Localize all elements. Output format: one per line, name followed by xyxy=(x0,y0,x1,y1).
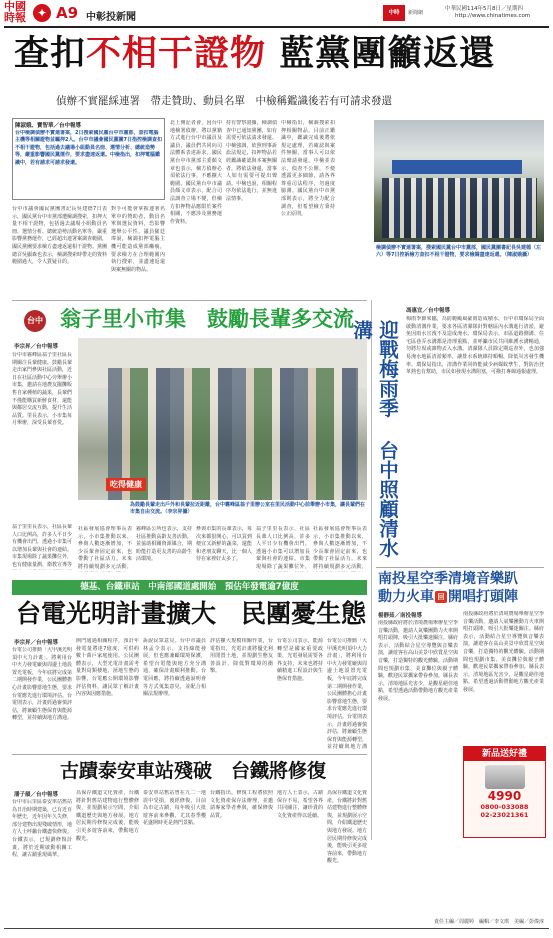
taipower-headline: 台電光明計畫擴大 民團憂生態 xyxy=(16,599,367,628)
lead-summary-box xyxy=(12,118,165,200)
station-divider xyxy=(12,754,367,755)
lead-col4: 持有警察證據，檢調偵查中已通知黨團，如有需要可依法請求發還。中檢強調，依照刑事訴訟法規定，扣押物品若經鑑識確認與本案無關者，將依法發還，當事人如有需要可提出聲請。中檢也說，相關程序均依法進行，並無違法情事。 xyxy=(226,120,277,202)
lead-col3: 北上開記者會，因台中地檢署偵辦，將以黨籍方式進行台中市議員及議員，議員們共同向司法體系表達訴求。國民黨台中市黨部主委顏文章也表示，檢方偵辦必須依法行事，不應擴大範圍。國民黨台中市議員顏文章表示，配合司法調查立場不變，但檢方扣押物品應限於案件相關，不應涉及黨務運作資料。 xyxy=(170,120,222,225)
website[interactable]: http://www.chinatimes.com xyxy=(455,13,531,19)
market-col3: 霧峰區公所也表示，支持社區推動高齡友善活動，並協助相關資源媒合，期盼能打造更友善的高齡生活環境。 xyxy=(136,526,192,563)
ad-phone2: 02-23021361 xyxy=(480,811,529,819)
lead-photo xyxy=(374,120,544,242)
sidebar-divider xyxy=(376,567,544,568)
badge-sub: 新聞網 xyxy=(408,10,424,16)
market-photo xyxy=(78,338,367,500)
lead-col5: 中檢指出，檢調搜索扣押相關物品，目前正鑑識中，鑑識完成後將依規定處理，若確認與案件無關，當事人可以依法聲請發還。中檢並表示，偵查不公開，不便透露更多細節，請各界尊重司法程序，勿過度臆測。國民黨台中市黨部則表示，將全力配合調查，但希望檢方秉持公正原則。 xyxy=(281,120,335,218)
station-headline: 古蹟泰安車站殘破 台鐵將修復 xyxy=(60,760,327,782)
market-photo-badge: 吃得健康 xyxy=(106,478,146,491)
ad-title: 新品送好禮 xyxy=(464,747,545,761)
market-tag: 台中 xyxy=(24,310,46,332)
people-in-photo xyxy=(382,178,537,238)
taipower-col1: 台電公司推動「大甲溪光明頂中大力計畫」，將利用台中火力發電廠與周邊土地設置光電板，今年底將完成第二期開發作業，公民團體擔心計畫影響當地生態，要求台電應先進行環境評估。台電則表示，計畫經過審慎評估，將兼顧生態保育與能源轉型，並持續與地方溝通。 xyxy=(12,647,72,722)
ad-product-image xyxy=(485,765,525,789)
market-col1: 台中市霧峰區翁子里社區長期關注長輩健康，鼓勵長輩走出家門參與社區活動，近日在社區活動中心旁舉辦小市集，邀請在地農友擺攤販售自家種植的蔬果，長輩們不僅能購買新鮮食材，還能與鄰居交流互動，提升生活品質。里長表示，小市集每月舉辦，深受長輩喜愛。 xyxy=(12,352,72,427)
station-byline: 潘子韻／台中報導 xyxy=(14,792,59,798)
market-col4: 參與市集的長輩表示，每次來都很開心，可以買到便宜又新鮮的蔬菜，還能和老朋友聊天，比一個人待在家裡好太多了。 xyxy=(196,526,252,563)
taipower-byline: 李宗昇／台中報導 xyxy=(14,640,59,646)
badge-text: 中時 xyxy=(388,10,400,16)
lead-col1: 台中市議會國民黨團書記長吳建德7日表示，國民黨台中市黨部遭檢調搜索，扣押大量不相干證物，包括過去議場小組動員名冊、選情分析、總統造勢活動名單等，嚴重影響黨務運作，已經超出連署案調查範圍，國民黨團要求檢方盡速返還相干證物。黨團總召吳顯森也表示，檢調搜索時帶走的資料範圍過大，令人質疑目的。 xyxy=(12,206,107,266)
star-icon: ✦ xyxy=(33,4,51,22)
lead-headline-pre: 查扣 xyxy=(14,34,87,74)
sidebar-body: 梅雨季節來臨，為防範颱風豪雨造成積水，台中市環保局全面啟動清溝作業，要求各區清潔隊針對轄區內水溝進行清淤，避免因雨水宣洩不及造成淹水。環保局表示，市區道路側溝、住宅區巷弄水溝都是清理重點，並呼籲市民共同維護水溝暢通，勿將垃圾或雜物丟入水溝。清潔隊人員除定期巡查外，也加強易淹水地區清淤頻率，讓排水系統維持順暢，降低災害發生機率。環保局指出，清溝作業同時能減少病媒蚊孳生，對防治登革熱也有幫助，市民如發現水溝阻塞，可撥打專線通報處理。 xyxy=(406,316,544,376)
section-name: 中彰投新聞 xyxy=(86,12,136,23)
taipower-col3: 訴說民眾意見。台中市議員林孟令表示，支持綠能發展，但也應兼顧環境保護，希望台電能與地方充分溝通，確保計畫順利推動。台電回應，將持續透過說明會等方式蒐集意見，並配合相關法規辦理。 xyxy=(143,638,206,698)
lead-summary: 台中檢調偵辦不實連署案，2日搜索國民黨台中市黨部，查扣電腦主機等相關證物並羈押2人。台中市議會國民黨團7日指控檢調查扣不相干證物，包括過去議場小組動員名冊、選情分析、總統造勢等，嚴重影響國民黨運作，要求盡速返還。中檢指出，扣押電腦鑑識中，若有請求可請求發還。 xyxy=(15,130,162,166)
sidebar-body2-col2: 南投縣政府將於清境農場舉辦星空季音樂活動，邀請人氣樂團動力火車開唱打頭陣，吸引大批樂迷關注。縣府表示，活動結合星空導覽與音樂表演，讓遊客在高山美景中欣賞星空與音樂，打造獨特的觀光體驗。活動期間也規劃市集、美食攤位與親子體驗，歡迎民眾攜家帶眷參加。縣長表示，清境地區光害少，是觀星絕佳地點，希望透過活動帶動地方觀光產業發展。 xyxy=(463,611,544,693)
taipower-col4: 評估擴大規模相關作業，台電指出，光電計畫將優先利用閒置土地，並規劃生態友善設計，降低對環境的衝擊。 xyxy=(210,638,273,675)
lead-byline: 陳淑娥、寶智華／台中報導 xyxy=(15,123,82,129)
logo xyxy=(4,1,26,23)
sidebar-headline2-line2: 動力火車 回 開唱打頭陣 xyxy=(378,589,518,605)
taipower-col6: 台電公司推動「大甲溪光明頂中大力計畫」，將利用台中火力發電廠與周邊土地設置光電板，今年底將完成第二期開發作業，公民團體擔心計畫影響當地生態，要求台電應先進行環境評估。台電則表示，計畫經過審慎評估，將兼顧生態保育與能源轉型，並持續與地方溝 xyxy=(327,638,367,751)
market-col6: 社區發展協會理事長表示，小市集推動以來，參與人數逐漸增加，不少長輩會固定前來，也帶動了社區活力。未來將持續規劃多元活動， xyxy=(313,526,367,570)
station-col1: 台中市后里區泰安車站舊站為日治時期建築，已有近百年歷史，近年因年久失修，部分建物出現殘破情形，地方人士呼籲台鐵盡快修復。台鐵表示，已規劃修復計畫，將於近期啟動相關工程，讓古蹟重現風華。 xyxy=(12,799,72,859)
ad-price: 4990 xyxy=(487,789,522,803)
sidebar-vertical-headline: 迎戰梅雨季 台中照顧清水溝 xyxy=(350,320,399,558)
banner-text: 德基、台鐵車站 中南部國道處開始 預估年發電逾7億度 xyxy=(80,582,299,592)
divider xyxy=(12,300,367,301)
headline-badge: 回 xyxy=(435,591,447,603)
cnnews-badge xyxy=(383,5,405,21)
lead-photo-caption: 檢調偵辦不實連署案，搜索國民黨台中市黨部，國民黨團書記長吳建德（左六）等7日控訴檢方查扣不相干證物，要求檢調盡速返還。（陳淑娥攝） xyxy=(376,245,542,258)
lead-headline-post: 藍黨團籲返還 xyxy=(266,34,496,74)
logo-line2: 時報 xyxy=(4,11,26,24)
sidebar-body2-col1: 南投縣政府將於清境農場舉辦星空季音樂活動，邀請人氣樂團動力火車開唱打頭陣，吸引大批樂迷關注。縣府表示，活動結合星空導覽與音樂表演，讓遊客在高山美景中欣賞星空與音樂，打造獨特的觀光體驗。活動期間也規劃市集、美食攤位與親子體驗，歡迎民眾攜家帶眷參加。縣長表示，清境地區光害少，是觀星絕佳地點，希望透過活動帶動地方觀光產業發展。 xyxy=(378,620,458,702)
masthead-rule xyxy=(4,26,549,28)
station-col4: 台鐵指出，修復工程將依照文化資產保存法辦理，並邀請專家學者參與，確保修復品質。 xyxy=(210,790,273,819)
market-photo-caption: 為鼓勵長輩走出戶外和長輩拉近距離，台中霧峰區翁子里辦公室在里民活動中心前舉辦小市集，讓長輩們在市集自由交流。（李宗昇攝） xyxy=(130,502,366,515)
market-byline: 李宗昇／台中報導 xyxy=(14,344,59,350)
taipower-col5: 台電公司表示，能源轉型是國家重要政策，光電發展需要各界支持，未來也將持續精進工程設計與生態保育措施。 xyxy=(277,638,323,682)
station-col5: 地方人士表示，古蹟保存不易，希望各界共同關注，讓珍貴的文化資產得以延續。 xyxy=(277,790,323,819)
issue-date: 中華民國114年5月8日／星期四 xyxy=(445,6,523,12)
logo-line1: 中國 xyxy=(4,0,26,13)
masthead xyxy=(0,0,553,28)
sidebar-headline2 xyxy=(378,570,544,606)
footer-rule xyxy=(4,928,549,929)
sidebar-byline2: 楊靜茹／南投報導 xyxy=(378,613,423,619)
lead-headline xyxy=(14,34,544,74)
banner-in-photo xyxy=(392,160,522,174)
sidebar-byline: 馮惠宜／台中報導 xyxy=(406,308,451,314)
station-col3: 泰安車站舊站曾在九二一地震中受損，後經修復，目前為市定古蹟，每年吸引大批遊客前來參觀，尤其春季櫻花盛開時更是熱門景點。 xyxy=(143,790,206,827)
lead-headline-red: 不相干證物 xyxy=(86,34,267,74)
footer-credits: 責任主編／周麗婷 編輯／李文琪 美編／彭偉淳 xyxy=(433,919,544,925)
sidebar-rule xyxy=(371,300,372,840)
lead-subheadline: 偵辦不實罷綵連署 帶走贊助、動員名單 中檢稱鑑識後若有可請求發還 xyxy=(56,95,392,107)
market-headline: 翁子里小市集 鼓勵長輩多交流 xyxy=(60,307,354,331)
sidebar-headline2-line1: 南投星空季清境音樂趴 xyxy=(378,571,518,587)
station-col2: 為保存鐵道文化資產，台鐵將針對舊站建物進行整體修復，並規劃展示空間，介紹鐵道歷史與地方發展。地方居民期待修復完成後，能吸引更多遊客前來，帶動地方觀光。 xyxy=(76,790,139,842)
lead-col2: 對手可能會掌握連署名單中的贊助者、動員名單與選民資料，恐影響選舉公平性。議員羅廷瑋說，檢調扣押電腦主機可能造成黨部癱瘓，要求檢方在合理範圍內執行搜索，並盡速返還與案無關的物品。 xyxy=(111,206,165,273)
ad-phone1: 0800-033088 xyxy=(480,803,529,811)
taipower-col2: 開門通過相關程序，預計年發電量將達7億度，可供約數十萬戶家庭使用。公民團體表示，大型光電計畫需考量對鳥類棲地、溼地生態的影響，台電應公開環境影響評估資料，讓民眾了解計畫內容與因應措施。 xyxy=(76,638,139,698)
market-col2: 社區發展協會理事長表示，小市集推動以來，參與人數逐漸增加，不少長輩會固定前來，也帶動了社區活力。未來將持續規劃多元活動， xyxy=(78,526,132,570)
market-col5: 翁子里里長表示，社區長輩人口比例高，許多人平日少有機會出門，透過小市集可以增加長輩與社會的連結。市集現場除了蔬果攤位外， xyxy=(256,526,310,570)
green-banner xyxy=(12,580,367,595)
advertisement[interactable] xyxy=(463,746,546,838)
station-col6: 為保存鐵道文化資產，台鐵將針對舊站建物進行整體修復，並規劃展示空間，介紹鐵道歷史與地方發展。地方居民期待修復完成後，能吸引更多遊客前來，帶動地方觀光。 xyxy=(327,790,367,865)
market-col1b: 翁子里里長表示，社區長輩人口比例高，許多人平日少有機會出門，透過小市集可以增加長輩與社會的連結。市集現場除了蔬果攤位外，也有健康量測、衛教宣導等 xyxy=(12,524,72,568)
page-number: A9 xyxy=(56,4,79,22)
